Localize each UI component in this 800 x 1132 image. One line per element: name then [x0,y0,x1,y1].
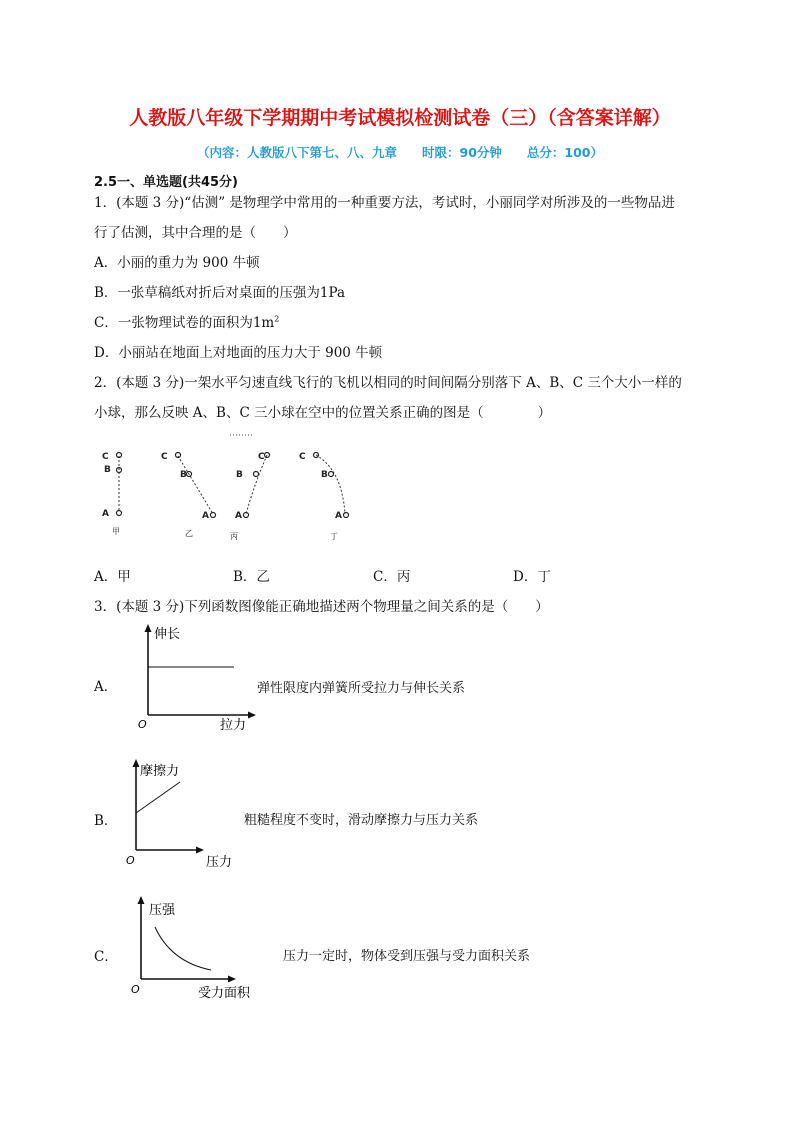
q3-stem: 3．(本题 3 分)下列函数图像能正确地描述两个物理量之间关系的是（ ） [94,599,549,615]
q3-option-c-description: 压力一定时，物体受到压强与受力面积关系 [283,949,531,964]
label-a-ding: A [335,511,342,521]
q2-option-d: D．丁 [513,569,551,585]
q3-option-a-description: 弹性限度内弹簧所受拉力与伸长关系 [257,681,466,696]
label-a-yi: A [202,511,209,521]
q1-option-c-text: C．一张物理试卷的面积为1m [94,315,275,331]
paper-subtitle: （内容：人教版八下第七、八、九章 时限：90分钟 总分：100） [197,145,603,160]
q3-option-b-letter: B． [94,813,118,829]
label-a-bing: A [235,511,242,521]
q3-option-b-description: 粗糙程度不变时，滑动摩擦力与压力关系 [244,813,479,828]
q3-option-a-letter: A． [94,679,118,695]
label-b-bing: B [236,470,243,480]
label-yi: 乙 [185,529,193,538]
label-c-yi: C [161,452,168,462]
q3-graph-a [130,622,270,734]
label-ding: 丁 [330,532,338,541]
section-heading: 2.5一、单选题(共45分) [94,175,239,190]
label-b-jia: B [104,465,111,475]
q1-option-d: D．小丽站在地面上对地面的压力大于 900 牛顿 [94,345,383,361]
q1-stem-line1: 1．(本题 3 分)“估测” 是物理学中常用的一种重要方法，考试时，小丽同学对所涉及的一些物品进 [94,195,675,211]
label-c-jia: C [102,452,109,462]
q3-graph-c [125,892,275,1002]
label-bing: 丙 [230,532,238,541]
graph-b-ylabel: 摩擦力 [140,764,180,779]
label-b-yi: B [180,470,187,480]
paper-title: 人教版八年级下学期期中考试模拟检测试卷（三）（含答案详解） [129,107,671,129]
graph-c-xlabel: 受力面积 [198,986,251,1001]
q2-option-a: A．甲 [94,569,131,585]
q3-graph-b [118,755,258,873]
figure-ding [299,452,349,541]
graph-b-xlabel: 压力 [206,855,233,870]
figure-bing [230,435,270,541]
graph-a-xlabel: 拉力 [220,718,247,733]
figure-yi [161,452,216,538]
q1-stem-line2: 行了估测，其中合理的是（ ） [94,225,297,241]
graph-c-ylabel: 压强 [149,903,176,918]
label-jia: 甲 [112,527,120,536]
figure-jia [102,452,122,536]
q1-option-a: A．小丽的重力为 900 牛顿 [94,255,260,271]
label-c-ding: C [299,452,306,462]
label-a-jia: A [102,509,109,519]
q2-stem-line1: 2．(本题 3 分)一架水平匀速直线飞行的飞机以相同的时间间隔分别落下 A、B、C 三个大小一样的 [94,375,682,391]
graph-b-origin: O [126,854,135,867]
q2-trajectory-figure [90,430,380,545]
q1-option-c-sup: 2 [274,314,280,324]
q2-stem-line2: 小球，那么反映 A、B、C 三小球在空中的位置关系正确的图是（ ） [94,405,552,421]
q2-option-b: B．乙 [233,569,270,585]
q2-option-c: C．丙 [373,569,411,585]
q1-option-c [94,311,279,331]
graph-a-origin: O [138,718,147,731]
label-b-ding: B [321,470,328,480]
q3-option-c-letter: C． [94,949,118,965]
graph-c-origin: O [131,983,140,996]
graph-a-ylabel: 伸长 [154,627,181,642]
label-c-bing: C [258,452,265,462]
q1-option-b: B．一张草稿纸对折后对桌面的压强为1Pa [94,285,346,301]
